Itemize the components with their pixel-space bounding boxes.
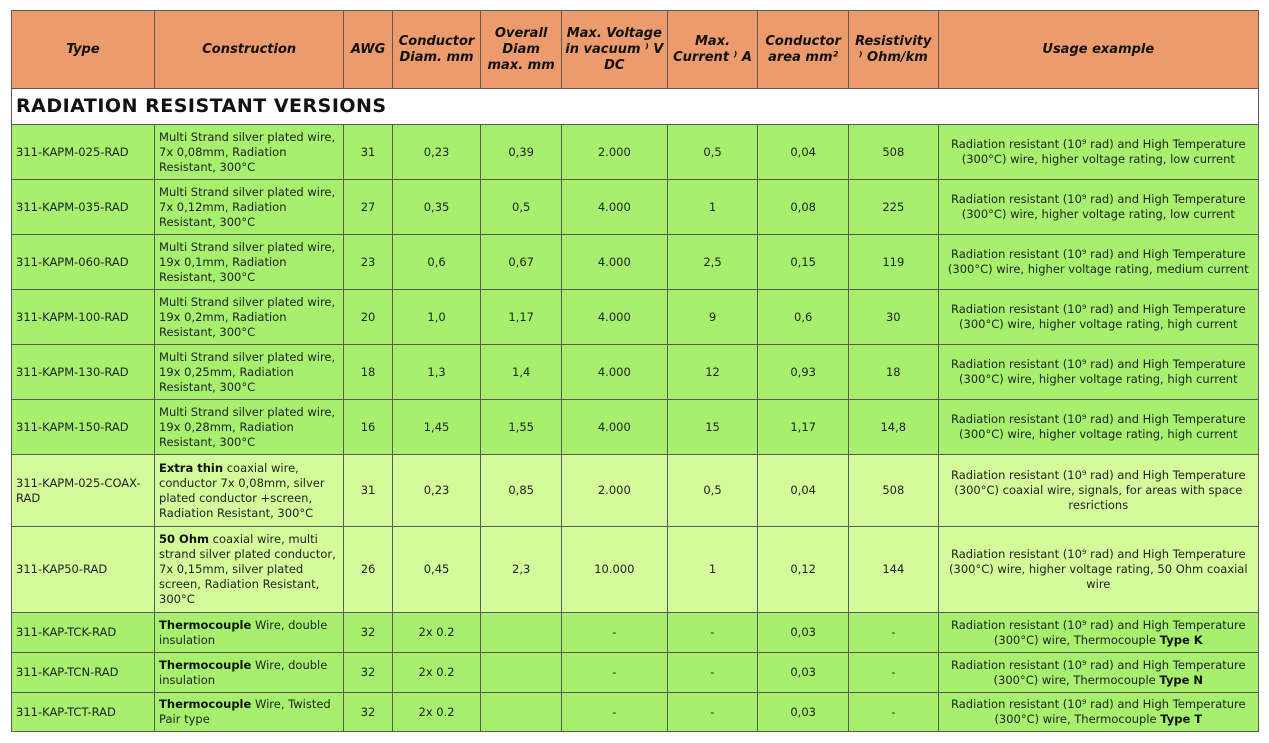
cell-overall [481, 653, 562, 693]
cell-construction [155, 235, 344, 290]
construction-text: Wire, double insulation [159, 657, 328, 687]
cell-usage [938, 653, 1258, 693]
cell-construction [155, 693, 344, 732]
cell-voltage: 4.000 [561, 180, 667, 235]
cell-current: 1 [667, 527, 758, 613]
cell-overall [481, 693, 562, 732]
section-row [12, 89, 1259, 125]
cell-voltage: 2.000 [561, 125, 667, 180]
cell-construction [155, 180, 344, 235]
cell-resistivity: 119 [848, 235, 938, 290]
spec-table-container [11, 10, 1259, 732]
cell-overall [481, 613, 562, 653]
table-row [12, 125, 1259, 180]
cell-awg: 32 [344, 613, 392, 653]
cell-overall: 1,17 [481, 290, 562, 345]
cell-type: 311-KAP-TCT-RAD [12, 693, 155, 732]
cell-usage [938, 693, 1258, 732]
cell-type: 311-KAPM-150-RAD [12, 400, 155, 455]
cell-usage [938, 180, 1258, 235]
cell-diam: 2x 0.2 [392, 613, 481, 653]
cell-area: 0,03 [758, 693, 849, 732]
cell-construction [155, 125, 344, 180]
cell-resistivity: 30 [848, 290, 938, 345]
table-row [12, 400, 1259, 455]
header-resistivity: Resistivity ⁾ Ohm/km [848, 11, 938, 89]
header-row [12, 11, 1259, 89]
cell-usage [938, 290, 1258, 345]
cell-overall: 0,67 [481, 235, 562, 290]
usage-text: Radiation resistant (10⁹ rad) and High Temperature (300°C) wire, higher voltage rating, low current [951, 137, 1246, 166]
cell-resistivity: - [848, 693, 938, 732]
cell-construction [155, 290, 344, 345]
cell-construction [155, 653, 344, 693]
construction-highlight: 50 Ohm [159, 532, 209, 546]
cell-area: 0,93 [758, 345, 849, 400]
table-row [12, 653, 1259, 693]
usage-text: Radiation resistant (10⁹ rad) and High Temperature (300°C) wire, Thermocouple [951, 617, 1246, 647]
cell-area: 1,17 [758, 400, 849, 455]
usage-type-highlight: Type K [1159, 632, 1203, 647]
wire-spec-table [11, 10, 1259, 732]
cell-diam: 2x 0.2 [392, 653, 481, 693]
cell-current: 12 [667, 345, 758, 400]
usage-type-highlight: Type T [1160, 712, 1203, 726]
cell-overall: 2,3 [481, 527, 562, 613]
cell-awg: 31 [344, 455, 392, 527]
cell-current: 0,5 [667, 455, 758, 527]
cell-usage [938, 400, 1258, 455]
cell-awg: 32 [344, 653, 392, 693]
usage-text: Radiation resistant (10⁹ rad) and High Temperature (300°C) wire, Thermocouple [951, 697, 1246, 726]
cell-voltage: - [561, 613, 667, 653]
cell-area: 0,03 [758, 653, 849, 693]
table-row [12, 693, 1259, 732]
construction-text: Wire, double insulation [159, 617, 328, 647]
cell-awg: 23 [344, 235, 392, 290]
cell-resistivity: 508 [848, 455, 938, 527]
cell-diam: 1,45 [392, 400, 481, 455]
cell-area: 0,12 [758, 527, 849, 613]
construction-highlight: Thermocouple [159, 697, 252, 711]
cell-usage [938, 125, 1258, 180]
header-type: Type [12, 11, 155, 89]
cell-overall: 0,85 [481, 455, 562, 527]
usage-text: Radiation resistant (10⁹ rad) and High Temperature (300°C) wire, higher voltage rating, low current [951, 192, 1246, 221]
cell-type: 311-KAPM-060-RAD [12, 235, 155, 290]
cell-type: 311-KAP-TCK-RAD [12, 613, 155, 653]
cell-resistivity: - [848, 613, 938, 653]
header-diam: Conductor Diam. mm [392, 11, 481, 89]
cell-diam: 1,3 [392, 345, 481, 400]
cell-type: 311-KAPM-025-COAX-RAD [12, 455, 155, 527]
cell-area: 0,04 [758, 125, 849, 180]
cell-current: 1 [667, 180, 758, 235]
header-current: Max. Current ⁾ A [667, 11, 758, 89]
usage-type-highlight: Type N [1159, 672, 1204, 687]
cell-usage [938, 345, 1258, 400]
usage-text: Radiation resistant (10⁹ rad) and High Temperature (300°C) coaxial wire, signals, for areas with space resrictions [951, 468, 1246, 512]
cell-awg: 31 [344, 125, 392, 180]
usage-text: Radiation resistant (10⁹ rad) and High Temperature (300°C) wire, higher voltage rating, high current [951, 357, 1246, 386]
construction-text: Multi Strand silver plated wire, 19x 0,1mm, Radiation Resistant, 300°C [159, 239, 336, 284]
cell-current: 9 [667, 290, 758, 345]
header-area: Conductor area mm² [758, 11, 849, 89]
cell-area: 0,08 [758, 180, 849, 235]
cell-diam: 0,23 [392, 455, 481, 527]
cell-resistivity: - [848, 653, 938, 693]
cell-construction [155, 400, 344, 455]
cell-current: 2,5 [667, 235, 758, 290]
cell-current: 0,5 [667, 125, 758, 180]
cell-awg: 18 [344, 345, 392, 400]
cell-overall: 0,39 [481, 125, 562, 180]
cell-diam: 2x 0.2 [392, 693, 481, 732]
construction-text: Multi Strand silver plated wire, 7x 0,08mm, Radiation Resistant, 300°C [159, 129, 336, 174]
cell-construction [155, 613, 344, 653]
cell-construction [155, 455, 344, 527]
cell-type: 311-KAPM-130-RAD [12, 345, 155, 400]
cell-awg: 26 [344, 527, 392, 613]
table-row [12, 180, 1259, 235]
usage-text: Radiation resistant (10⁹ rad) and High Temperature (300°C) wire, higher voltage rating, 50 Ohm coaxial wire [949, 547, 1248, 591]
cell-current: 15 [667, 400, 758, 455]
cell-awg: 20 [344, 290, 392, 345]
construction-highlight: Thermocouple [159, 657, 252, 672]
cell-awg: 16 [344, 400, 392, 455]
cell-current: - [667, 693, 758, 732]
construction-text: coaxial wire, multi strand silver plated conductor, 7x 0,15mm, silver plated screen, Radiation Resistant, 300°C [159, 532, 336, 606]
cell-type: 311-KAPM-025-RAD [12, 125, 155, 180]
cell-diam: 0,45 [392, 527, 481, 613]
cell-resistivity: 225 [848, 180, 938, 235]
header-awg: AWG [344, 11, 392, 89]
cell-usage [938, 235, 1258, 290]
cell-diam: 0,23 [392, 125, 481, 180]
cell-diam: 1,0 [392, 290, 481, 345]
header-usage: Usage example [938, 11, 1258, 89]
construction-text: Wire, Twisted Pair type [159, 697, 331, 726]
cell-resistivity: 14,8 [848, 400, 938, 455]
cell-type: 311-KAP50-RAD [12, 527, 155, 613]
cell-current: - [667, 613, 758, 653]
cell-overall: 1,55 [481, 400, 562, 455]
table-row [12, 235, 1259, 290]
section-title: RADIATION RESISTANT VERSIONS [12, 89, 1259, 125]
cell-type: 311-KAP-TCN-RAD [12, 653, 155, 693]
usage-text: Radiation resistant (10⁹ rad) and High Temperature (300°C) wire, higher voltage rating, medium current [947, 247, 1249, 276]
table-row [12, 455, 1259, 527]
table-row [12, 345, 1259, 400]
cell-voltage: 10.000 [561, 527, 667, 613]
cell-awg: 27 [344, 180, 392, 235]
cell-voltage: 4.000 [561, 235, 667, 290]
usage-text: Radiation resistant (10⁹ rad) and High Temperature (300°C) wire, Thermocouple [951, 657, 1246, 687]
cell-type: 311-KAPM-100-RAD [12, 290, 155, 345]
cell-area: 0,15 [758, 235, 849, 290]
construction-text: Multi Strand silver plated wire, 7x 0,12mm, Radiation Resistant, 300°C [159, 184, 336, 229]
cell-voltage: - [561, 653, 667, 693]
cell-voltage: 4.000 [561, 290, 667, 345]
construction-highlight: Thermocouple [159, 617, 252, 632]
cell-construction [155, 345, 344, 400]
cell-overall: 1,4 [481, 345, 562, 400]
construction-text: Multi Strand silver plated wire, 19x 0,2mm, Radiation Resistant, 300°C [159, 294, 336, 339]
cell-diam: 0,6 [392, 235, 481, 290]
cell-resistivity: 508 [848, 125, 938, 180]
cell-voltage: 4.000 [561, 400, 667, 455]
cell-area: 0,6 [758, 290, 849, 345]
cell-voltage: 2.000 [561, 455, 667, 527]
header-overall: Overall Diam max. mm [481, 11, 562, 89]
cell-voltage: 4.000 [561, 345, 667, 400]
table-row [12, 613, 1259, 653]
construction-highlight: Extra thin [159, 460, 224, 475]
cell-construction [155, 527, 344, 613]
construction-text: Multi Strand silver plated wire, 19x 0,28mm, Radiation Resistant, 300°C [159, 404, 336, 449]
cell-type: 311-KAPM-035-RAD [12, 180, 155, 235]
header-voltage: Max. Voltage in vacuum ⁾ V DC [561, 11, 667, 89]
table-row [12, 290, 1259, 345]
construction-text: coaxial wire, conductor 7x 0,08mm, silver plated conductor +screen, Radiation Resistant, 300°C [159, 460, 325, 520]
cell-usage [938, 527, 1258, 613]
cell-resistivity: 18 [848, 345, 938, 400]
cell-area: 0,03 [758, 613, 849, 653]
header-construction: Construction [155, 11, 344, 89]
cell-area: 0,04 [758, 455, 849, 527]
cell-resistivity: 144 [848, 527, 938, 613]
cell-usage [938, 455, 1258, 527]
cell-current: - [667, 653, 758, 693]
cell-usage [938, 613, 1258, 653]
table-row [12, 527, 1259, 613]
construction-text: Multi Strand silver plated wire, 19x 0,25mm, Radiation Resistant, 300°C [159, 349, 336, 394]
cell-overall: 0,5 [481, 180, 562, 235]
usage-text: Radiation resistant (10⁹ rad) and High Temperature (300°C) wire, higher voltage rating, high current [951, 302, 1246, 331]
cell-voltage: - [561, 693, 667, 732]
cell-awg: 32 [344, 693, 392, 732]
cell-diam: 0,35 [392, 180, 481, 235]
usage-text: Radiation resistant (10⁹ rad) and High Temperature (300°C) wire, higher voltage rating, high current [951, 412, 1246, 441]
